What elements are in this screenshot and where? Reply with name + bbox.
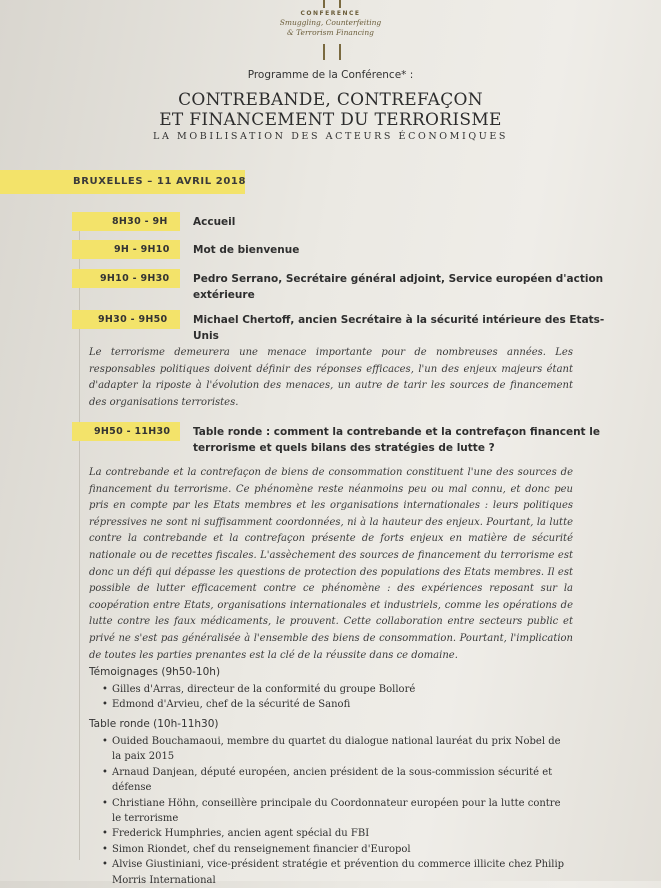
slot-title-line-1: Table ronde : comment la contrebande et la contrefaçon financent le (193, 426, 600, 438)
logo-conference: CONFERENCE (300, 10, 361, 17)
list-item: • Arnaud Danjean, député européen, ancien président de la sous-commission sécurité et défense (102, 766, 553, 794)
subtitle: LA MOBILISATION DES ACTEURS ÉCONOMIQUES (153, 131, 508, 142)
slot-title: Accueil (193, 216, 236, 228)
slot-time: 9H10 - 9H30 (100, 273, 170, 284)
slot-time: 9H - 9H10 (114, 244, 170, 255)
slot-time: 9H50 - 11H30 (94, 426, 171, 437)
logo-mark-bottom (315, 44, 349, 60)
event-date: BRUXELLES – 11 AVRIL 2018 (73, 176, 247, 187)
temoignages-heading: Témoignages (9h50-10h) (89, 666, 221, 678)
title-line-2: ET FINANCEMENT DU TERRORISME (159, 110, 502, 130)
slot-title-line-2: extérieure (193, 289, 255, 301)
slot-time: 9H30 - 9H50 (98, 314, 168, 325)
list-item: • Christiane Höhn, conseillère principale du Coordonnateur européen pour la lutte contre le terrorisme (102, 797, 561, 825)
logo-subtitle-2: & Terrorism Financing (287, 28, 374, 37)
slot-title-line-1: Michael Chertoff, ancien Secrétaire à la sécurité intérieure des Etats- (193, 314, 605, 326)
title-line-1: CONTREBANDE, CONTREFAÇON (178, 90, 483, 110)
slot-time: 8H30 - 9H (112, 216, 168, 227)
list-item: • Simon Riondet, chef du renseignement financier d'Europol (102, 843, 411, 855)
temoignages-list (100, 682, 570, 713)
list-item: • Edmond d'Arvieu, chef de la sécurité de Sanofi (102, 699, 351, 711)
list-item: • Frederick Humphries, ancien agent spécial du FBI (102, 828, 370, 840)
list-item: • Ouided Bouchamaoui, membre du quartet du dialogue national lauréat du prix Nobel de la paix 2015 (102, 736, 561, 763)
list-item: • Alvise Giustiniani, vice-président stratégie et prévention du commerce illicite chez Philip Morris International (102, 859, 565, 886)
table-ronde-description: La contrebande et la contrefaçon de biens de consommation constituent l'une des sources de financement du terrorisme. Ce phénomène reste néanmoins peu ou mal connu, et donc peu pris en compte par les Etats membres et les organisations internationales : leurs politiques répressives ne sont ni suffisamment coordonnées, ni à la hauteur des enjeux. Pourtant, la lutte contre la contrebande et la contrefaçon présente de forts enjeux en matière de sécurité nationale ou de recettes fiscales. L'assèchement des sources de financement du terrorisme est donc un défi qui dépasse les questions de protection des populations des Etats membres. Il est possible de lutter efficacement contre ce phénomène : des expériences reposant sur la coopération entre Etats, organisations internationales et industriels, comme les opérations de lutte contre les faux médicaments, le prouvent. Cette collaboration entre secteurs public et privé ne s'est pas généralisée à l'ensemble des biens de consommation. Pourtant, l'implication de toutes les parties prenantes est la clé de la réussite dans ce domaine. (89, 467, 573, 661)
slot-title: Mot de bienvenue (193, 244, 300, 256)
chertoff-description: Le terrorisme demeurera une menace importante pour de nombreuses années. Les responsables politiques doivent définir des réponses efficaces, l'un des enjeux majeurs étant d'adapter la riposte à l'évolution des menaces, un autre de tarir les sources de financement des organisations terroristes. (89, 347, 573, 408)
slot-title-line-2: terrorisme et quels bilans des stratégies de lutte ? (193, 442, 495, 454)
table-ronde-list (100, 734, 570, 888)
slot-title-line-1: Pedro Serrano, Secrétaire général adjoint, Service européen d'action (193, 273, 604, 285)
list-item: • Gilles d'Arras, directeur de la conformité du groupe Bolloré (102, 684, 416, 695)
logo-subtitle-1: Smuggling, Counterfeiting (279, 18, 382, 27)
table-ronde-heading: Table ronde (10h-11h30) (89, 718, 219, 730)
logo-mark-top (315, 0, 349, 8)
programme-label: Programme de la Conférence* : (247, 69, 414, 81)
slot-title-line-2: Unis (193, 330, 219, 342)
